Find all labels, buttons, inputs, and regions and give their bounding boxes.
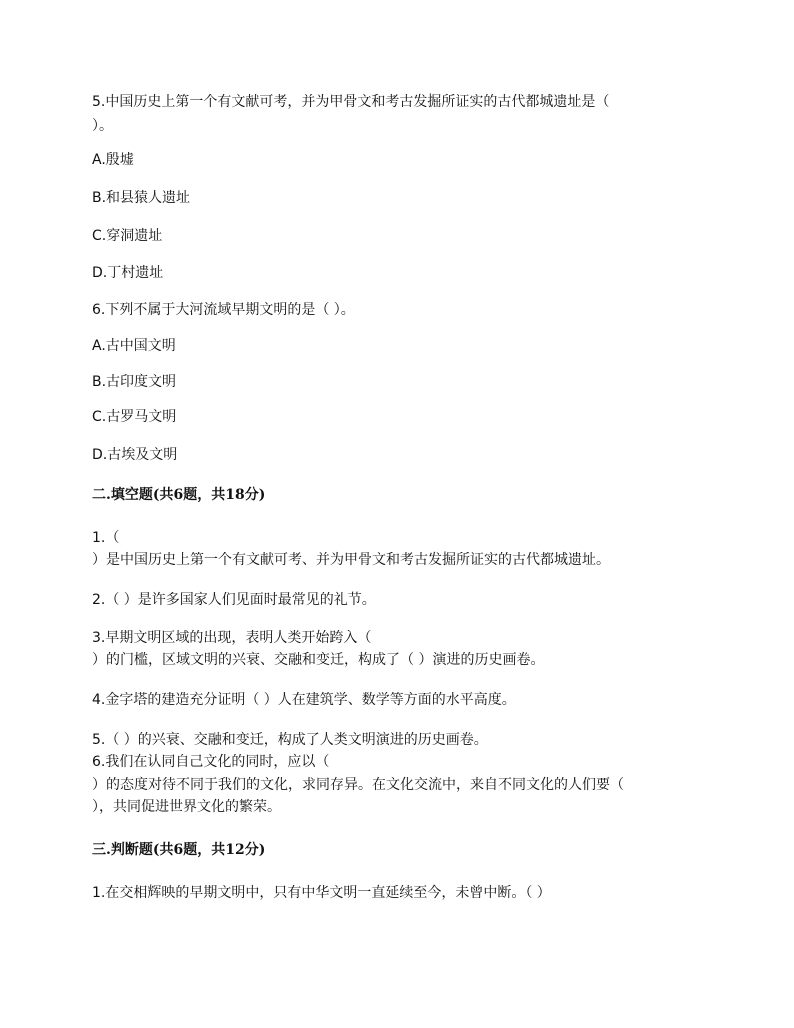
fill-item-1-line2: ）是中国历史上第一个有文献可考、并为甲骨文和考古发掘所证实的古代都城遗址。 [92,552,610,568]
fill-item-6-line2: ）的态度对待不同于我们的文化，求同存异。在文化交流中，来自不同文化的人们要（ [92,777,624,793]
q5-option-a: A.殷墟 [92,152,134,168]
q5-option-d: D.丁村遗址 [92,265,164,281]
q5-stem-line2: ）。 [92,118,113,134]
fill-item-2: 2.（ ）是许多国家人们见面时最常见的礼节。 [92,592,376,608]
q6-stem: 6.下列不属于大河流域早期文明的是（ ）。 [92,302,355,318]
fill-item-6-line3: ），共同促进世界文化的繁荣。 [92,799,281,815]
judge-item-1: 1.在交相辉映的早期文明中，只有中华文明一直延续至今，未曾中断。（ ） [92,885,551,901]
fill-item-1-line1: 1.（ [92,530,120,546]
q6-option-a: A.古中国文明 [92,338,176,354]
fill-section-title: 二.填空题(共6题，共18分) [92,487,266,503]
fill-item-6-line1: 6.我们在认同自己文化的同时，应以（ [92,754,330,770]
judge-section-title: 三.判断题(共6题，共12分) [92,842,266,858]
q6-option-c: C.古罗马文明 [92,409,177,425]
fill-item-5: 5.（ ）的兴衰、交融和变迁，构成了人类文明演进的历史画卷。 [92,732,488,748]
fill-item-3-line1: 3.早期文明区域的出现，表明人类开始跨入（ [92,630,372,646]
q6-option-d: D.古埃及文明 [92,447,178,463]
fill-item-3-line2: ）的门槛，区域文明的兴衰、交融和变迁，构成了（ ）演进的历史画卷。 [92,652,545,668]
fill-item-4: 4.金字塔的建造充分证明（ ）人在建筑学、数学等方面的水平高度。 [92,692,516,708]
q5-stem-line1: 5.中国历史上第一个有文献可考，并为甲骨文和考古发掘所证实的古代都城遗址是（ [92,94,610,110]
q5-option-b: B.和县猿人遗址 [92,190,191,206]
q5-option-c: C.穿洞遗址 [92,228,163,244]
q6-option-b: B.古印度文明 [92,374,177,390]
